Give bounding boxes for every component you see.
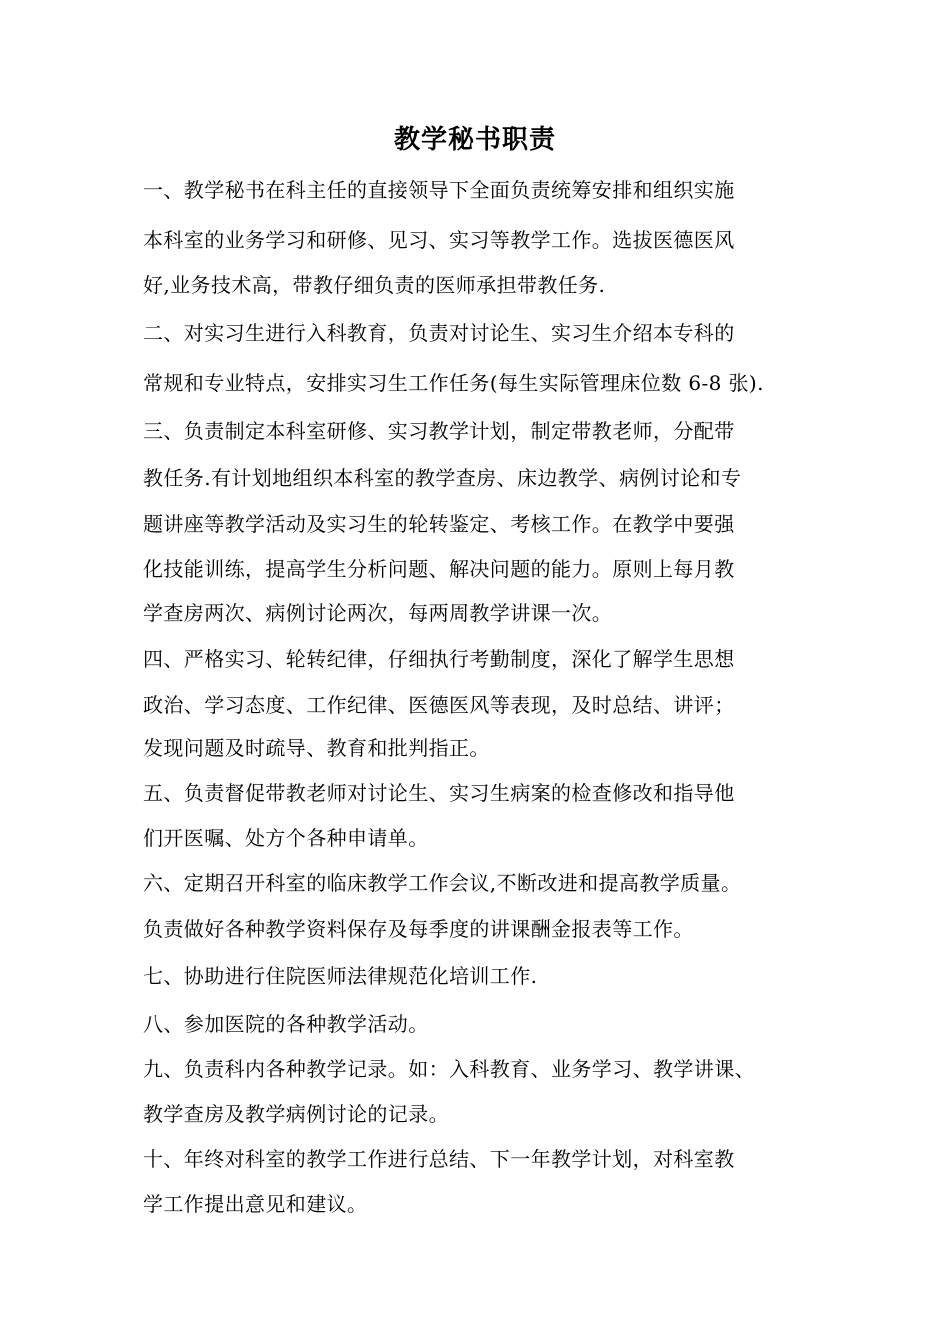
paragraph-4-line-3: 发现问题及时疏导、教育和批判指正。: [143, 736, 490, 760]
paragraph-1-line-1: 一、教学秘书在科主任的直接领导下全面负责统筹安排和组织实施: [143, 178, 735, 202]
paragraph-1-line-2: 本科室的业务学习和研修、见习、实习等教学工作。选拔医德医风: [143, 228, 735, 252]
paragraph-10-line-1: 十、年终对科室的教学工作进行总结、下一年教学计划，对科室教: [143, 1147, 735, 1171]
paragraph-3-line-4: 化技能训练，提高学生分析问题、解决问题的能力。原则上每月教: [143, 557, 735, 581]
paragraph-9-line-1: 九、负责科内各种教学记录。如：入科教育、业务学习、教学讲课、: [143, 1057, 755, 1081]
paragraph-3-line-1: 三、负责制定本科室研修、实习教学计划，制定带教老师，分配带: [143, 419, 735, 443]
paragraph-3-line-5: 学查房两次、病例讨论两次，每两周教学讲课一次。: [143, 601, 613, 625]
paragraph-6-line-2: 负责做好各种教学资料保存及每季度的讲课酬金报表等工作。: [143, 917, 694, 941]
paragraph-10-line-2: 学工作提出意见和建议。: [143, 1192, 368, 1216]
paragraph-4-line-2: 政治、学习态度、工作纪律、医德医风等表现，及时总结、讲评；: [143, 693, 735, 717]
paragraph-5-line-1: 五、负责督促带教老师对讨论生、实习生病案的检查修改和指导他: [143, 781, 735, 805]
paragraph-9-line-2: 教学查房及教学病例讨论的记录。: [143, 1102, 449, 1126]
paragraph-6-line-1: 六、定期召开科室的临床教学工作会议,不断改进和提高教学质量。: [143, 871, 742, 895]
paragraph-8-line-1: 八、参加医院的各种教学活动。: [143, 1012, 429, 1036]
paragraph-3-line-3: 题讲座等教学活动及实习生的轮转鉴定、考核工作。在教学中要强: [143, 512, 735, 536]
paragraph-2-line-2: 常规和专业特点，安排实习生工作任务(每生实际管理床位数 6-8 张).: [143, 371, 764, 395]
paragraph-4-line-1: 四、严格实习、轮转纪律，仔细执行考勤制度，深化了解学生思想: [143, 647, 735, 671]
paragraph-5-line-2: 们开医嘱、处方个各种申请单。: [143, 826, 429, 850]
paragraph-7-line-1: 七、协助进行住院医师法律规范化培训工作.: [143, 964, 538, 988]
paragraph-1-line-3: 好,业务技术高，带教仔细负责的医师承担带教任务.: [143, 273, 606, 297]
document-title: 教学秘书职责: [393, 125, 556, 155]
paragraph-2-line-1: 二、对实习生进行入科教育，负责对讨论生、实习生介绍本专科的: [143, 321, 735, 345]
paragraph-3-line-2: 教任务.有计划地组织本科室的教学查房、床边教学、病例讨论和专: [143, 466, 742, 490]
